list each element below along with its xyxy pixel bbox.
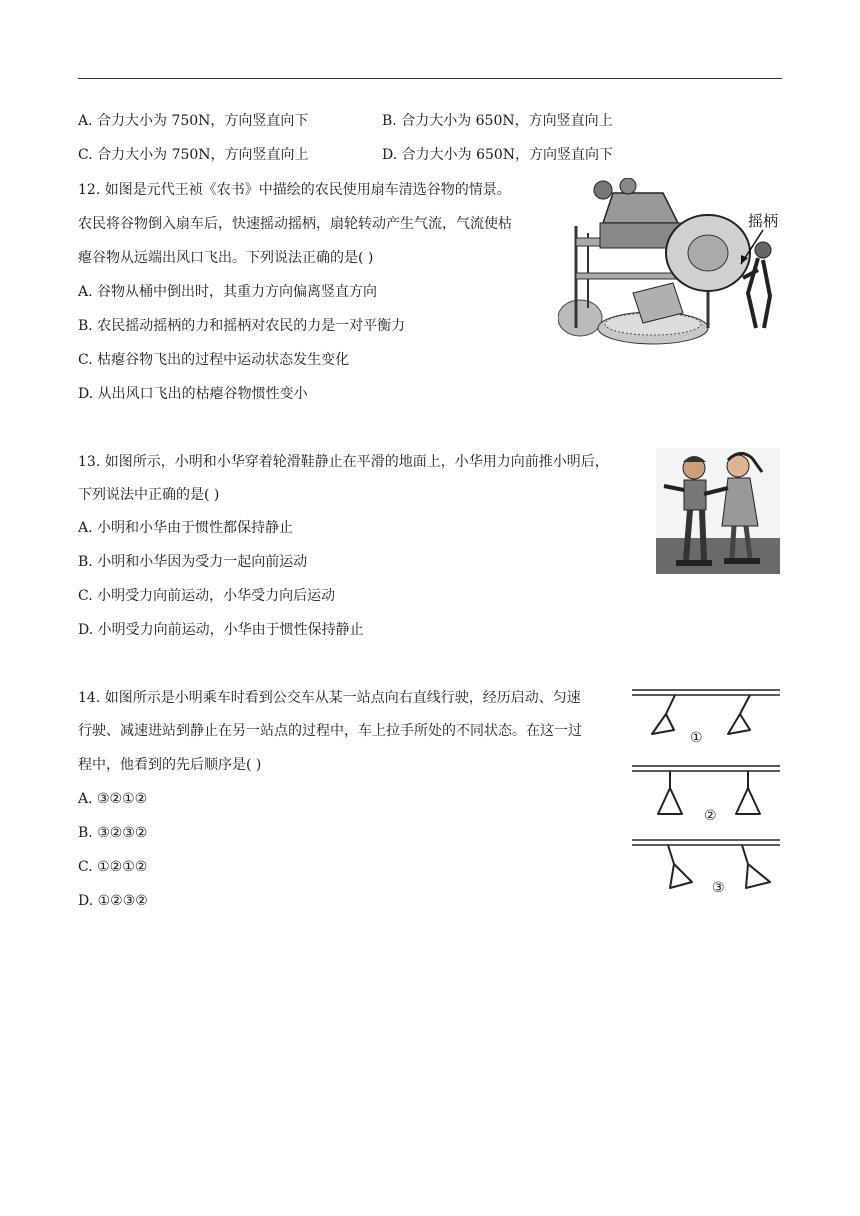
q12-option-d[interactable]: D. 从出风口飞出的枯瘪谷物惯性变小 xyxy=(78,386,308,402)
q11-option-d[interactable]: D. 合力大小为 650N，方向竖直向下 xyxy=(382,147,614,163)
q14-option-c[interactable]: C. ①②①② xyxy=(78,859,148,875)
panel-label-1: ① xyxy=(690,730,703,746)
header-rule xyxy=(78,78,782,79)
q14-stem-line-2: 行驶、减速进站到静止在另一站点的过程中，车上拉手所处的不同状态。在这一过 xyxy=(78,723,582,739)
panel-label-3: ③ xyxy=(712,880,725,896)
q13-option-d[interactable]: D. 小明受力向前运动，小华由于惯性保持静止 xyxy=(78,622,364,638)
q11-option-c[interactable]: C. 合力大小为 750N，方向竖直向上 xyxy=(78,147,309,163)
q13-option-a[interactable]: A. 小明和小华由于惯性都保持静止 xyxy=(78,520,294,536)
q13-option-b[interactable]: B. 小明和小华因为受力一起向前运动 xyxy=(78,554,308,570)
crank-label: 摇柄 xyxy=(748,212,779,230)
winnowing-machine-figure xyxy=(558,178,784,348)
q14-option-b[interactable]: B. ③②③② xyxy=(78,825,148,841)
q12-stem-line-2: 农民将谷物倒入扇车后，快速摇动摇柄，扇轮转动产生气流，气流使枯 xyxy=(78,216,512,232)
q14-stem-line-1: 14. 如图所示是小明乘车时看到公交车从某一站点向右直线行驶，经历启动、匀速 xyxy=(78,690,581,706)
q11-option-b[interactable]: B. 合力大小为 650N，方向竖直向上 xyxy=(382,113,613,129)
q14-option-a[interactable]: A. ③②①② xyxy=(78,791,148,807)
q13-option-c[interactable]: C. 小明受力向前运动，小华受力向后运动 xyxy=(78,588,336,604)
q13-stem-line-1: 13. 如图所示，小明和小华穿着轮滑鞋静止在平滑的地面上，小华用力向前推小明后， xyxy=(78,454,609,470)
q12-stem-line-1: 12. 如图是元代王祯《农书》中描绘的农民使用扇车清选谷物的情景。 xyxy=(78,182,511,198)
q14-option-d[interactable]: D. ①②③② xyxy=(78,893,148,909)
panel-label-2: ② xyxy=(704,808,717,824)
q14-stem-line-3: 程中，他看到的先后顺序是( ) xyxy=(78,757,262,773)
q13-stem-line-2: 下列说法中正确的是( ) xyxy=(78,487,220,503)
q12-option-c[interactable]: C. 枯瘪谷物飞出的过程中运动状态发生变化 xyxy=(78,352,350,368)
q11-option-a[interactable]: A. 合力大小为 750N，方向竖直向下 xyxy=(78,113,309,129)
q12-option-b[interactable]: B. 农民摇动摇柄的力和摇柄对农民的力是一对平衡力 xyxy=(78,318,406,334)
q12-option-a[interactable]: A. 谷物从桶中倒出时，其重力方向偏离竖直方向 xyxy=(78,284,378,300)
bus-handles-figure xyxy=(630,684,782,898)
roller-skating-figure xyxy=(656,448,780,574)
q12-stem-line-3: 瘪谷物从远端出风口飞出。下列说法正确的是( ) xyxy=(78,250,374,266)
